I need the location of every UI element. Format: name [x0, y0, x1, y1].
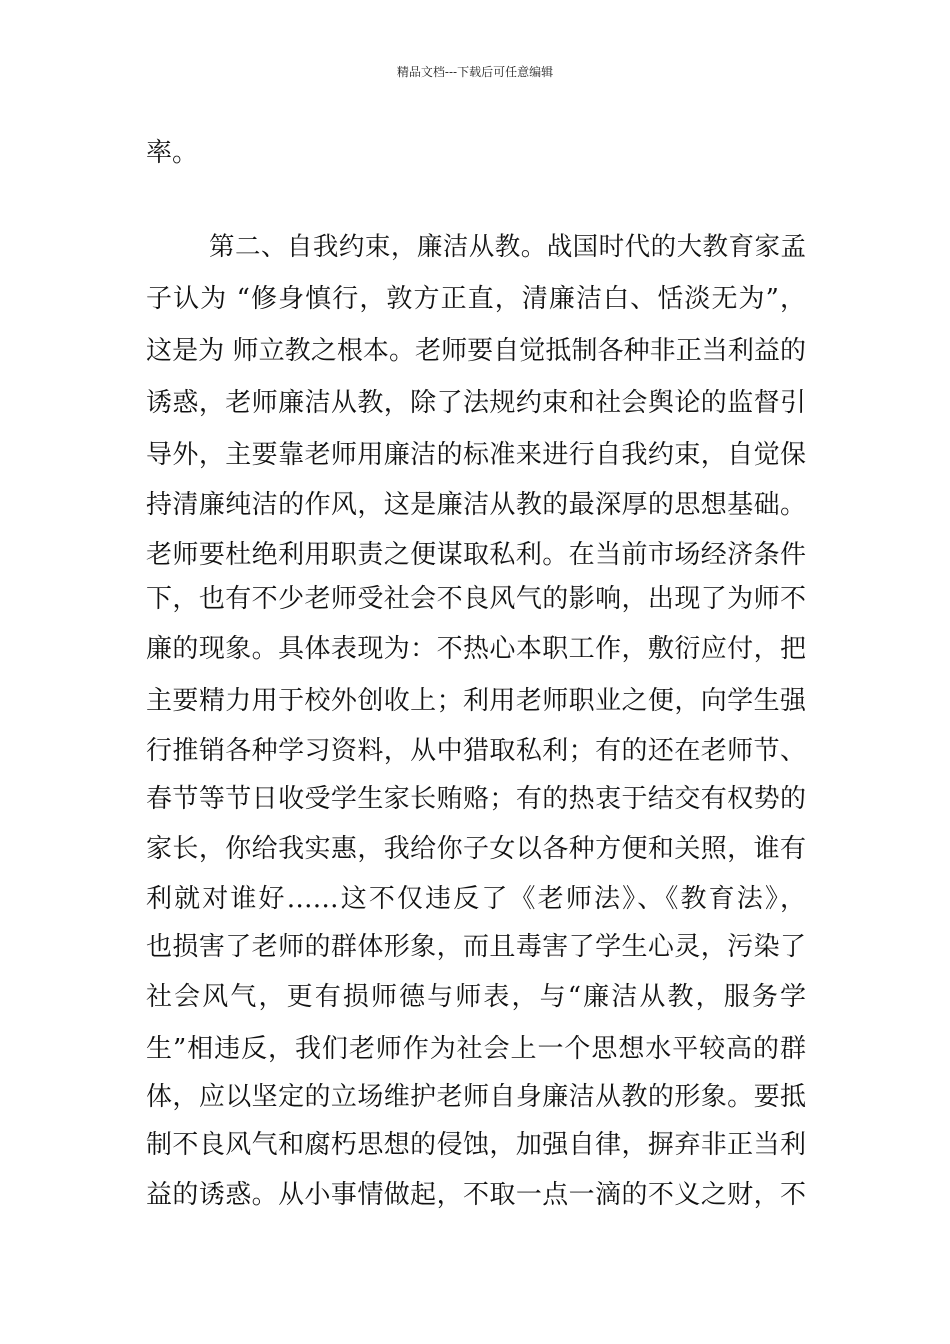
text-line: 子认为 “修身慎行，敦方正直，清廉洁白、恬淡无为”， [146, 284, 806, 314]
text-line: 家长，你给我实惠，我给你子女以各种方便和关照，谁有 [146, 834, 806, 864]
text-line: 利就对谁好……这不仅违反了《老师法》、《教育法》， [146, 884, 806, 914]
text-line: 下，也有不少老师受社会不良风气的影响，出现了为师不 [146, 584, 806, 614]
text-line: 这是为 师立教之根本。老师要自觉抵制各种非正当利益的 [146, 336, 806, 366]
page-header: 精品文档---下载后可任意编辑 [396, 65, 554, 79]
text-line: 行推销各种学习资料，从中猎取私利；有的还在老师节、 [146, 736, 806, 766]
text-line: 主要精力用于校外创收上；利用老师职业之便，向学生强 [146, 686, 806, 716]
text-line: 廉的现象。具体表现为：不热心本职工作，敷衍应付，把 [146, 634, 806, 664]
text-line: 春节等节日收受学生家长贿赂；有的热衷于结交有权势的 [146, 784, 806, 814]
text-line: 体，应以坚定的立场维护老师自身廉洁从教的形象。要抵 [146, 1082, 806, 1112]
text-line: 率。 [146, 138, 199, 168]
text-line: 诱惑，老师廉洁从教，除了法规约束和社会舆论的监督引 [146, 388, 806, 418]
text-line: 老师要杜绝利用职责之便谋取私利。在当前市场经济条件 [146, 540, 806, 570]
paragraph-first-line: 第二、自我约束，廉洁从教。战国时代的大教育家孟 [209, 232, 806, 262]
text-line: 导外，主要靠老师用廉洁的标准来进行自我约束，自觉保 [146, 440, 806, 470]
text-line: 持清廉纯洁的作风，这是廉洁从教的最深厚的思想基础。 [146, 490, 806, 520]
text-line: 制不良风气和腐朽思想的侵蚀，加强自律，摒弃非正当利 [146, 1130, 806, 1160]
text-line: 益的诱惑。从小事情做起，不取一点一滴的不义之财，不 [146, 1180, 806, 1210]
text-line: 也损害了老师的群体形象，而且毒害了学生心灵，污染了 [146, 932, 806, 962]
text-line: 生”相违反，我们老师作为社会上一个思想水平较高的群 [146, 1034, 806, 1064]
text-line: 社会风气，更有损师德与师表，与“廉洁从教，服务学 [146, 982, 806, 1012]
